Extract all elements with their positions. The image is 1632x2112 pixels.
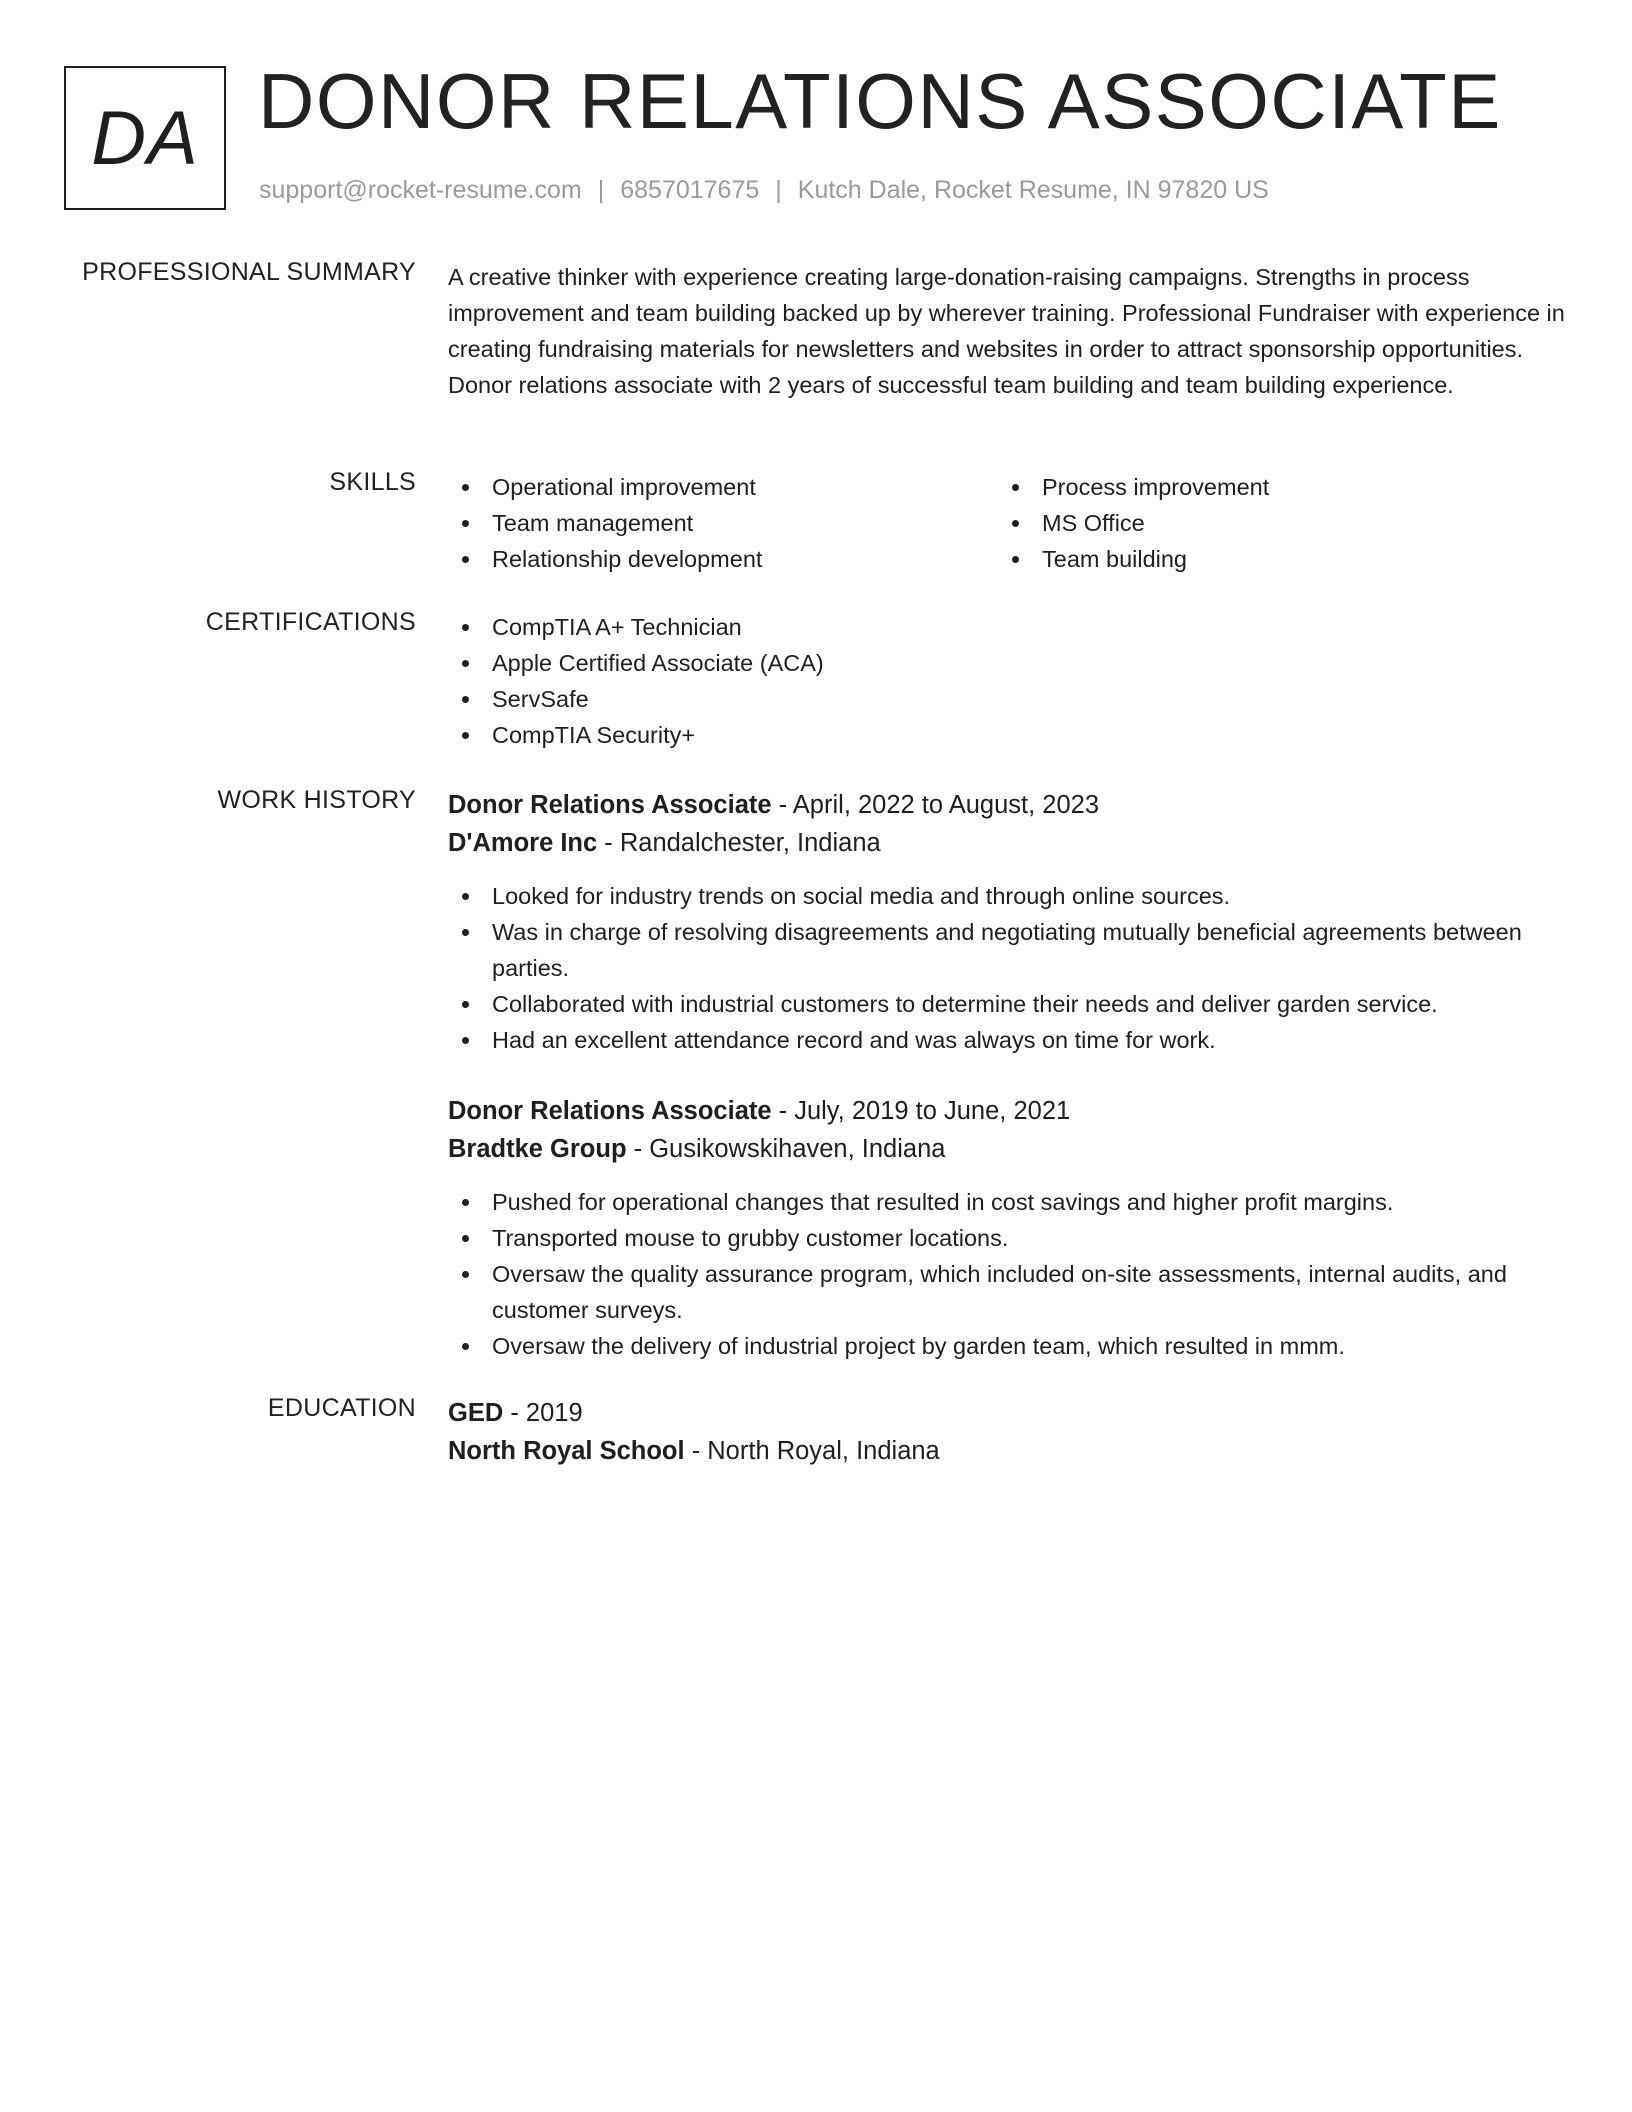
skill-item: MS Office [998,505,1548,541]
education-location: - North Royal, Indiana [684,1437,940,1465]
contact-separator: | [597,176,605,204]
job-title-line [448,1092,1573,1130]
job-bullets [448,878,1573,1058]
education-degree-line [448,1394,1573,1432]
job-entry [448,786,1573,1058]
education-degree: GED [448,1399,504,1427]
certification-item: ServSafe [448,681,1573,717]
certification-item: CompTIA Security+ [448,717,1573,753]
job-bullet: Pushed for operational changes that resulted in cost savings and higher profit margins. [448,1184,1573,1220]
certification-item: CompTIA A+ Technician [448,609,1573,645]
job-company: D'Amore Inc [448,829,598,857]
job-bullet: Had an excellent attendance record and was always on time for work. [448,1022,1573,1058]
education-school-line [448,1432,1573,1470]
skill-item: Team building [998,541,1548,577]
job-dates: - July, 2019 to June, 2021 [771,1097,1071,1125]
job-company-line [448,824,1573,862]
contact-phone: 6857017675 [620,176,760,204]
monogram-initials: DA [91,95,199,181]
education-school: North Royal School [448,1437,685,1465]
certification-item: Apple Certified Associate (ACA) [448,645,1573,681]
job-title: Donor Relations Associate [448,1097,772,1125]
contact-line [259,176,1269,205]
education-year: - 2019 [503,1399,583,1427]
certifications-list [448,609,1573,753]
education-label: EDUCATION [267,1394,416,1422]
skills-grid [448,469,1573,577]
job-location: - Randalchester, Indiana [597,829,881,857]
work-history-body [448,786,1573,1364]
job-bullets [448,1184,1573,1364]
job-company: Bradtke Group [448,1135,627,1163]
job-location: - Gusikowskihaven, Indiana [626,1135,946,1163]
skill-item: Team management [448,505,998,541]
certifications-label: CERTIFICATIONS [205,608,416,636]
job-company-line [448,1130,1573,1168]
resume-title: DONOR RELATIONS ASSOCIATE [258,57,1502,145]
job-bullet: Was in charge of resolving disagreements and negotiating mutually beneficial agreements between parties. [448,914,1573,986]
job-title: Donor Relations Associate [448,791,772,819]
job-bullet: Transported mouse to grubby customer locations. [448,1220,1573,1256]
skill-item: Relationship development [448,541,998,577]
skill-item: Process improvement [998,469,1548,505]
summary-label: PROFESSIONAL SUMMARY [82,258,416,286]
monogram-box [64,66,226,210]
contact-email: support@rocket-resume.com [259,176,582,204]
job-dates: - April, 2022 to August, 2023 [771,791,1100,819]
job-title-line [448,786,1573,824]
job-bullet: Collaborated with industrial customers to determine their needs and deliver garden service. [448,986,1573,1022]
education-body [448,1394,1573,1470]
contact-address: Kutch Dale, Rocket Resume, IN 97820 US [797,176,1269,204]
job-bullet: Oversaw the delivery of industrial project by garden team, which resulted in mmm. [448,1328,1573,1364]
skills-label: SKILLS [329,468,416,496]
skill-item: Operational improvement [448,469,998,505]
job-bullet: Oversaw the quality assurance program, which included on-site assessments, internal audits, and customer surveys. [448,1256,1573,1328]
certifications-body [448,609,1573,753]
summary-text: A creative thinker with experience creating large-donation-raising campaigns. Strengths in process improvement and team building backed up by wherever training. Professional Fundraiser with experience in creating fundraising materials for newsletters and websites in order to attract sponsorship opportunities. Donor relations associate with 2 years of successful team building and team building experience. [448,264,1565,398]
job-bullet: Looked for industry trends on social media and through online sources. [448,878,1573,914]
job-entry [448,1092,1573,1364]
skills-list-left [448,469,998,577]
skills-list-right [998,469,1548,577]
work-history-label: WORK HISTORY [217,786,416,814]
contact-separator: | [775,176,782,204]
